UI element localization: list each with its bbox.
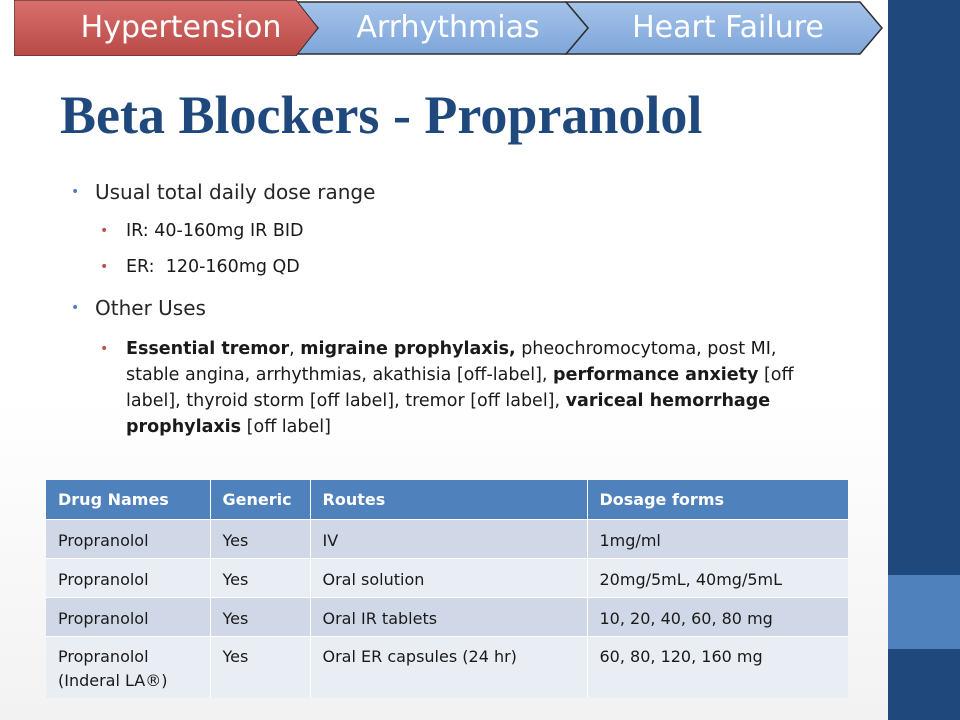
cell-route: Oral solution [310,558,587,597]
header-generic: Generic [210,480,310,519]
bullet-dose-range [70,176,850,208]
sidebar-bottom-decoration [888,649,960,720]
table-row [46,558,848,597]
process-tabs [14,0,886,56]
table-row [46,636,848,698]
cell-route: IV [310,519,587,558]
cell-route: Oral ER capsules (24 hr) [310,636,587,698]
bullet-text: ER: 120-160mg QD [126,257,300,277]
bullet-uses-list [70,336,800,440]
cell-generic: Yes [210,597,310,636]
cell-drug-name: Propranolol [46,597,210,636]
bullet-dot: • [71,184,80,200]
table-row [46,519,848,558]
table-row [46,597,848,636]
drug-table [46,480,848,698]
uses-bold-segment: Essential tremor [126,339,290,359]
bullet-other-uses [70,292,850,324]
cell-drug-name: Propranolol (Inderal LA®) [46,636,210,698]
bullet-dot: • [100,341,109,357]
header-drug-names: Drug Names [46,480,210,519]
sidebar-decoration [888,0,960,575]
cell-drug-name: Propranolol [46,558,210,597]
bullet-text: Other Uses [95,296,206,320]
slide-title: Beta Blockers - Propranolol [60,85,703,145]
bullet-er-dose [70,254,850,280]
table-header-row [46,480,848,519]
tab-hypertension[interactable]: Hypertension [80,10,282,45]
cell-dosage-form: 20mg/5mL, 40mg/5mL [587,558,848,597]
cell-dosage-form: 10, 20, 40, 60, 80 mg [587,597,848,636]
header-dosage-forms: Dosage forms [587,480,848,519]
cell-dosage-form: 60, 80, 120, 160 mg [587,636,848,698]
bullet-dot: • [100,259,109,275]
uses-bold-segment: migraine prophylaxis, [300,339,516,359]
sidebar-accent-decoration [888,575,960,649]
bullet-text: Usual total daily dose range [95,180,376,204]
cell-drug-name: Propranolol [46,519,210,558]
uses-bold-segment: performance anxiety [553,365,759,385]
uses-segment: [off label], thyroid storm [off label], tremor [off label], [126,365,794,411]
bullet-ir-dose [70,218,850,244]
bullet-list [70,176,850,440]
cell-generic: Yes [210,558,310,597]
cell-route: Oral IR tablets [310,597,587,636]
tab-heart-failure[interactable]: Heart Failure [632,10,824,45]
cell-generic: Yes [210,636,310,698]
tab-arrhythmias[interactable]: Arrhythmias [356,10,540,45]
uses-bold-segment: variceal hemorrhage prophylaxis [126,391,771,437]
bullet-dot: • [71,300,80,316]
uses-text [126,339,794,437]
uses-segment: pheochromocytoma, post MI, stable angina, arrhythmias, akathisia [off-label], [126,339,777,385]
bullet-text: IR: 40-160mg IR BID [126,221,304,241]
cell-generic: Yes [210,519,310,558]
cell-dosage-form: 1mg/ml [587,519,848,558]
uses-segment: , [289,339,301,359]
bullet-dot: • [100,223,109,239]
uses-segment: [off label] [241,417,331,437]
header-routes: Routes [310,480,587,519]
